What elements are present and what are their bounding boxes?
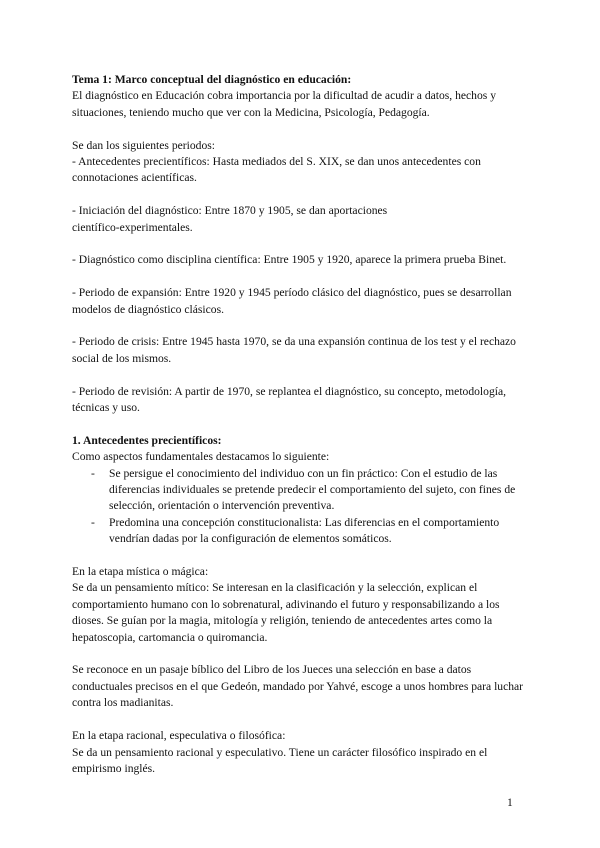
section-heading: 1. Antecedentes precientíficos: [72, 433, 222, 447]
period-item: - Periodo de expansión: Entre 1920 y 1945 período clásico del diagnóstico, pues se desarrollan modelos de diagnóstico clásicos. [72, 286, 512, 316]
spacer [72, 121, 534, 137]
document-title: Tema 1: Marco conceptual del diagnóstico en educación: [72, 73, 352, 86]
spacer [72, 318, 534, 334]
page-number: 1 [507, 796, 513, 809]
mystic-stage-text: Se da un pensamiento mítico: Se interesan en la clasificación y la selección, explican el comportamiento humano con lo sobrenatural, adivinando el futuro y responsabilizando a los dioses. Se guían por la magia, mitología y religión, teniendo de antecedentes artes como la hepatoscopia, cartomancia o quiromancia. [72, 581, 500, 644]
bullet-marker: - [91, 466, 95, 480]
mystic-stage-title: En la etapa mística o mágica: [72, 565, 209, 579]
spacer [72, 416, 534, 432]
period-item: - Antecedentes precientíficos: Hasta mediados del S. XIX, se dan unos antecedentes con connotaciones acientíficas. [72, 155, 481, 185]
spacer [72, 548, 534, 564]
period-item: - Periodo de crisis: Entre 1945 hasta 1970, se da una expansión continua de los test y el rechazo social de los mismos. [72, 335, 516, 365]
period-item: - Periodo de revisión: A partir de 1970, se replantea el diagnóstico, su concepto, metodología, técnicas y uso. [72, 384, 507, 415]
spacer [72, 646, 534, 662]
spacer [72, 269, 534, 285]
intro-paragraph: El diagnóstico en Educación cobra importancia por la dificultad de acudir a datos, hechos y situaciones, teniendo mucho que ver con la Medicina, Psicología, Pedagogía. [72, 89, 496, 119]
rational-stage-text: Se da un pensamiento racional y especulativo. Tiene un carácter filosófico inspirado en el empirismo inglés. [72, 745, 488, 775]
section-intro: Como aspectos fundamentales destacamos lo siguiente: [72, 450, 330, 464]
list-item-text: Predomina una concepción constitucionalista: Las diferencias en el comportamiento vendrían dadas por la configuración de elementos somáticos. [109, 515, 500, 546]
period-item: - Diagnóstico como disciplina científica: Entre 1905 y 1920, aparece la primera prueba Binet. [72, 253, 507, 267]
bullet-marker: - [91, 515, 95, 529]
rational-stage-title: En la etapa racional, especulativa o filosófica: [72, 729, 286, 743]
spacer [72, 712, 534, 728]
period-item: - Iniciación del diagnóstico: Entre 1870 y 1905, se dan aportaciones científico-experimentales. [72, 204, 388, 234]
bullet-list [72, 466, 534, 548]
spacer [72, 236, 534, 252]
spacer [72, 367, 534, 383]
periods-intro: Se dan los siguientes periodos: [72, 138, 215, 152]
list-item-text: Se persigue el conocimiento del individuo con un fin práctico: Con el estudio de las diferencias individuales se pretende predecir el comportamiento del sujeto, con fines de selección, orientación o intervención preventiva. [109, 466, 516, 513]
list-item [72, 515, 534, 548]
list-item [72, 466, 534, 515]
spacer [72, 187, 534, 203]
document-body [72, 72, 534, 777]
biblical-passage-text: Se reconoce en un pasaje bíblico del Libro de los Jueces una selección en base a datos conductuales precisos en el que Gedeón, mandado por Yahvé, escoge a unos hombres para luchar contra los madianitas. [72, 663, 524, 710]
